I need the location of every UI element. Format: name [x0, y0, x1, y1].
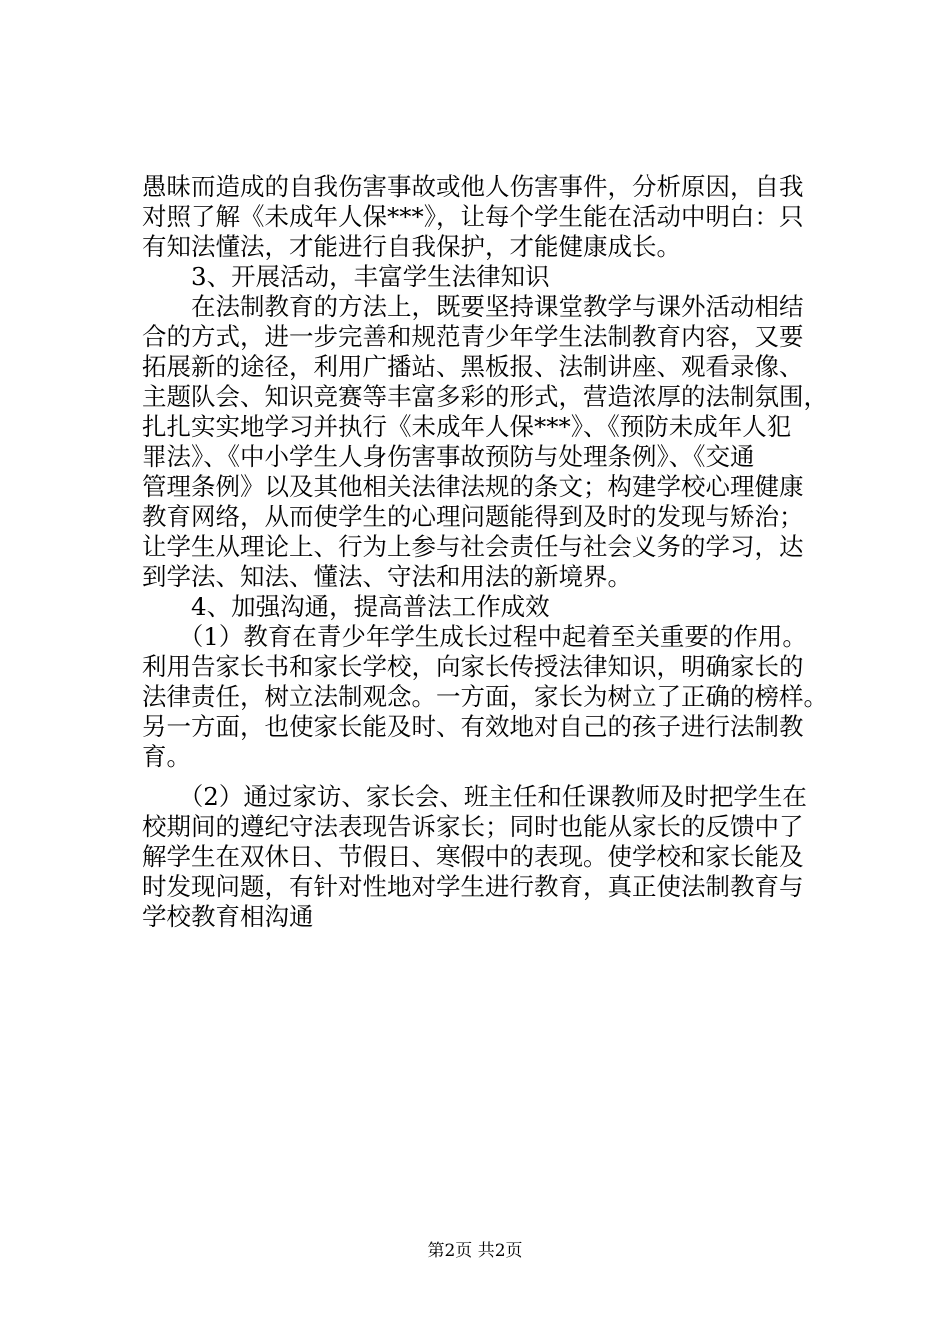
text-line: 法律责任，树立法制观念。一方面，家长为树立了正确的榜样。	[142, 682, 828, 711]
section-heading-3: 3、开展活动，丰富学生法律知识	[142, 262, 550, 291]
text-line: 育。	[142, 742, 191, 771]
text-line: 另一方面，也使家长能及时、有效地对自己的孩子进行法制教	[142, 712, 804, 741]
paragraph-gap	[142, 772, 842, 782]
text-line: 解学生在双休日、节假日、寒假中的表现。使学校和家长能及	[142, 842, 804, 871]
text-line: 校期间的遵纪守法表现告诉家长；同时也能从家长的反馈中了	[142, 812, 804, 841]
text-line: 到学法、知法、懂法、守法和用法的新境界。	[142, 562, 632, 591]
text-line: 教育网络，从而使学生的心理问题能得到及时的发现与矫治；	[142, 502, 804, 531]
text-line: 时发现问题，有针对性地对学生进行教育，真正使法制教育与	[142, 872, 804, 901]
text-line: （2）通过家访、家长会、班主任和任课教师及时把学生在	[142, 782, 807, 811]
section-heading-4: 4、加强沟通，提高普法工作成效	[142, 592, 550, 621]
text-line: 愚昧而造成的自我伤害事故或他人伤害事件，分析原因，自我	[142, 172, 804, 201]
text-line: 对照了解《未成年人保***》，让每个学生能在活动中明白：只	[142, 202, 804, 231]
text-line: （1）教育在青少年学生成长过程中起着至关重要的作用。	[142, 622, 807, 651]
text-line: 拓展新的途径，利用广播站、黑板报、法制讲座、观看录像、	[142, 352, 804, 381]
text-line: 在法制教育的方法上，既要坚持课堂教学与课外活动相结	[142, 292, 804, 321]
body-text	[142, 172, 842, 932]
text-line: 有知法懂法，才能进行自我保护，才能健康成长。	[142, 232, 681, 261]
text-line: 扎扎实实地学习并执行《未成年人保***》、《预防未成年人犯	[142, 412, 792, 441]
text-line: 让学生从理论上、行为上参与社会责任与社会义务的学习，达	[142, 532, 804, 561]
text-line: 学校教育相沟通	[142, 902, 314, 931]
text-line: 利用告家长书和家长学校，向家长传授法律知识，明确家长的	[142, 652, 804, 681]
text-line: 主题队会、知识竞赛等丰富多彩的形式，营造浓厚的法制氛围，	[142, 382, 828, 411]
page-number: 第2页 共2页	[427, 1241, 523, 1261]
text-line: 合的方式，进一步完善和规范青少年学生法制教育内容，又要	[142, 322, 804, 351]
page-footer	[0, 1240, 950, 1262]
text-line: 罪法》、《中小学生人身伤害事故预防与处理条例》、《交通	[142, 442, 755, 471]
text-line: 管理条例》以及其他相关法律法规的条文；构建学校心理健康	[142, 472, 804, 501]
